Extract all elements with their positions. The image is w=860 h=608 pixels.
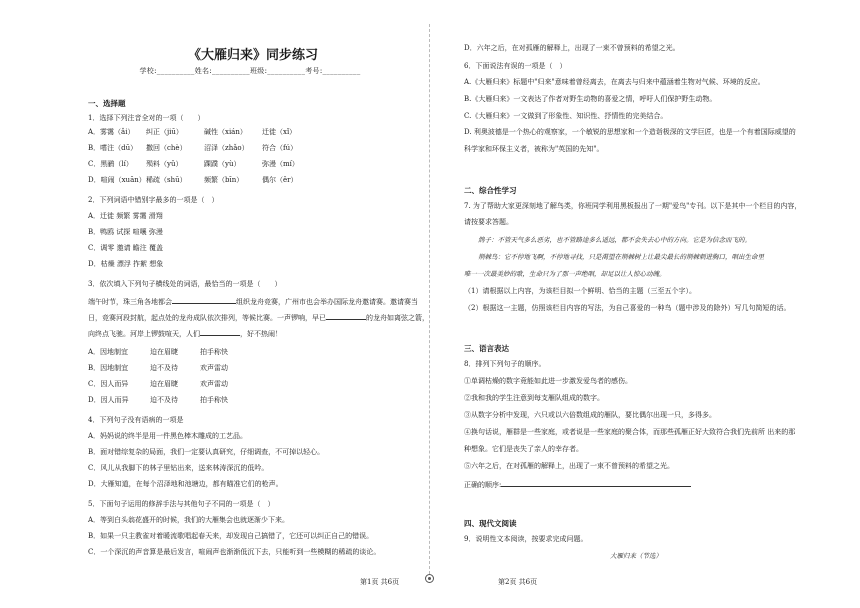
- q8-answer-blank[interactable]: [501, 479, 691, 487]
- q1d-4: 偶尔（ěr）: [262, 176, 298, 184]
- section-heading-3: 三、语言表达: [464, 344, 509, 353]
- q6-stem: 6．下面说法有误的一项是（ ）: [464, 62, 567, 70]
- q7-stem-line-1: 7. 为了帮助大家更深刻地了解鸟类，你班同学利用黑板报出了一期"爱鸟"专刊。以下是其中一个栏目的内容，: [464, 202, 802, 210]
- q4-option-b: B．面对错综复杂的局面，我们一定要认真研究，仔细调查，不可掉以轻心。: [88, 448, 325, 456]
- q2-option-b: B．鸭鸥 试探 喧嚷 弥漫: [88, 228, 163, 236]
- section-heading-4: 四、现代文阅读: [464, 519, 517, 528]
- q3d-1: D．因人而异: [88, 396, 129, 404]
- q1c-2: 殒料（yǔ）: [146, 160, 183, 168]
- q2-option-a: A．迁徙 频繁 雾霭 滑翔: [88, 212, 163, 220]
- q3a-3: 拍手称快: [200, 348, 228, 356]
- q1b-4: 符合（fú）: [262, 144, 298, 152]
- q9-stem: 9．说明性文本阅读，按要求完成问题。: [464, 535, 588, 543]
- q6-option-d-line-2: 科学家和环保主义者，被称为"英国的先知"。: [464, 145, 604, 153]
- q5-stem: 5．下面句子运用的修辞手法与其他句子不同的一项是（ ）: [88, 500, 275, 508]
- q3-p1a: 端午时节，珠三角各地都会: [88, 298, 172, 306]
- q3d-2: 迫不及待: [150, 396, 178, 404]
- q1-option-d: [88, 176, 298, 185]
- q2-option-d: D．枯燥 漂浮 拃絮 想象: [88, 260, 164, 268]
- q1a-3: 碱性（xián）: [204, 128, 247, 136]
- q3a-2: 迫在眉睫: [150, 348, 178, 356]
- q4-option-c: C．风儿从我脚下的林子里钻出来，送来林涛深沉的低吟。: [88, 464, 269, 472]
- q1d-3: 频繁（bīn）: [204, 176, 244, 184]
- q1b-1: B．嗜注（dū）: [88, 144, 138, 152]
- q3-option-b: [88, 364, 228, 373]
- q1a-1: A．雾霭（ǎi）: [88, 128, 135, 136]
- q3-p3b: ，好不热闹！: [240, 330, 282, 338]
- q3-option-d: [88, 396, 228, 405]
- q5-option-a: A．等到白头翁花盛开的时候，我们的大雁集会也就逐渐少下来。: [88, 516, 290, 524]
- q5-option-c: C．一个深沉的声音算是最后发言，喧闹声也渐渐低沉下去，只能听到一些模糊的稀疏的谈论。: [88, 548, 381, 556]
- q8-sentence-4-line-2: 种想象。它们是丧失了亲人的幸存者。: [464, 445, 583, 453]
- q1-option-b: [88, 144, 297, 153]
- q3a-1: A．因地制宜: [88, 348, 129, 356]
- q3c-1: C．因人而异: [88, 380, 129, 388]
- q1d-1: D．喧闹（xuān）: [88, 176, 146, 184]
- q8-sentence-2: ②我和我的学生注意到每支雁队组成的数字。: [464, 394, 604, 402]
- q3d-3: 拍手称快: [200, 396, 228, 404]
- page-left: [0, 0, 429, 608]
- q3-option-a: [88, 348, 228, 357]
- q3-passage-line-2: [88, 312, 429, 323]
- student-info-line: 学校:__________姓名:__________班级:__________考号:__________: [139, 67, 361, 75]
- q7-sub-question-1: （1）请根据以上内容，为该栏目拟一个鲜明、恰当的主题（三至五个字）。: [464, 287, 696, 295]
- q1c-4: 弥漫（mí）: [262, 160, 299, 168]
- q3-option-c: [88, 380, 228, 389]
- q6-option-d-line-1: D. 利奥波德是一个热心的观察家，一个敏锐的思想家和一个造诣极深的文学巨匠，也是一个有着国际威望的: [464, 128, 796, 136]
- q7-sub-question-2: （2）根据这一主题，仿照该栏目内容的写法，为自己喜爱的一种鸟（题中涉及的除外）写几句简短的话。: [464, 304, 791, 312]
- page-right: [430, 0, 850, 608]
- q3b-2: 迫不及待: [150, 364, 178, 372]
- q3-p3: 向终点飞驰。河岸上锣鼓喧天，人们: [88, 330, 200, 338]
- q1b-2: 撒回（chè）: [146, 144, 187, 152]
- q9-passage-title: 大雁归来（节选）: [610, 552, 662, 560]
- q6-option-c: C.《大雁归来》一文做到了形象性、知识性、抒情性的完美结合。: [464, 112, 668, 120]
- q3-blank-1: [172, 296, 236, 304]
- page-footer-left: 第1页 共6页: [360, 578, 400, 586]
- q4-stem: 4．下列句子没有语病的一项是: [88, 416, 184, 424]
- q3-stem: 3．依次填入下列句子横线处的词语，最恰当的一项是（ ）: [88, 280, 282, 288]
- q3-p2: 日，竞赛河段封航，起点处的龙舟成队依次排列，等候比赛。一声锣响，早已: [88, 314, 326, 322]
- q1b-3: 沼泽（zhǎo）: [204, 144, 249, 152]
- q5-option-d: D．六年之后，在对孤雁的解释上，出现了一束不曾预料的希望之光。: [464, 44, 680, 52]
- q4-option-a: A．妈妈说的终半是用一件黑色棒木雕成的工艺品。: [88, 432, 248, 440]
- q1a-4: 迁徙（xǐ）: [262, 128, 297, 136]
- q1-stem: 1．选择下列注音全对的一项（ ）: [88, 114, 205, 122]
- q8-sentence-5: ⑤六年之后，在对孤雁的解释上，出现了一束不曾预料的希望之光。: [464, 462, 674, 470]
- q8-answer-label: 正确的顺序:: [464, 481, 502, 489]
- q3-p1b: 组织龙舟竞赛，广州市也会举办国际龙舟邀请赛。邀请赛当: [236, 298, 418, 306]
- q8-sentence-1: ①单调枯燥的数字竟能如此进一步激发爱鸟者的感伤。: [464, 377, 632, 385]
- q1c-3: 踝蹼（yù）: [204, 160, 241, 168]
- q7-column-thornbird-2: 唯一一次最美妙的歌，生命只为了那一声绝唱，却足以让人惊心动魄。: [464, 270, 666, 278]
- doc-title: 《大雁归来》同步练习: [187, 48, 318, 63]
- q4-option-d: D．大雁知道，在每个沼泽地和池塘边，都有瞄准它们的枪声。: [88, 480, 283, 488]
- q3c-3: 欢声雷动: [200, 380, 228, 388]
- q8-sentence-3: ③从数字分析中发现，六只或以六倍数组成的雁队，要比偶尔出现一只，多得多。: [464, 411, 716, 419]
- q3-passage-line-1: [88, 296, 418, 307]
- q3-blank-3: [200, 328, 240, 336]
- q7-stem-line-2: 请按要求答题。: [464, 218, 513, 226]
- q2-option-c: C．调零 邀请 瞻注 覆盖: [88, 244, 164, 252]
- q7-column-pigeon: 鸽子：不管天气多么恶劣，也不管路途多么遥远，都不会失去心中的方向。它是为信念而飞的。: [478, 236, 751, 244]
- q3-p2b: 的龙舟如离弦之箭，: [366, 314, 429, 322]
- q7-column-thornbird-1: 荆棘鸟：它不停地飞啊，不停地寻找，只是渴望在荆棘树上让最尖最长的荆棘刺进胸口，唱出生命里: [478, 253, 764, 261]
- q1c-1: C．黑鹂（lí）: [88, 160, 133, 168]
- q8-answer-line: [464, 479, 691, 490]
- page-footer-right: 第2页 共6页: [498, 578, 538, 586]
- q5-option-b: B．如果一只主教雀对着暖流歌唱起春天来，却发现自己搞错了，它还可以纠正自己的错误。: [88, 532, 374, 540]
- q8-stem: 8．排列下列句子的顺序。: [464, 360, 546, 368]
- q3-passage-line-3: [88, 328, 282, 339]
- q8-sentence-4-line-1: ④换句话说，雁群是一些家庭，或者说是一些家庭的聚合体，而那些孤雁正好大致符合我们先前所 出来的那: [464, 428, 796, 436]
- q1-option-a: [88, 128, 296, 137]
- q3b-3: 欢声雷动: [200, 364, 228, 372]
- q1d-2: 稀疏（shū）: [146, 176, 187, 184]
- q3b-1: B．因地制宜: [88, 364, 129, 372]
- q3c-2: 迫在眉睫: [150, 380, 178, 388]
- q6-option-a: A.《大雁归来》标题中"归来"意味着曾经离去，在离去与归来中蕴涵着生物对气候、环境的反应。: [464, 78, 765, 86]
- q1-option-c: [88, 160, 299, 169]
- q3-blank-2: [326, 312, 366, 320]
- q2-stem: 2．下列词语中错别字最多的一项是（ ）: [88, 196, 219, 204]
- q6-option-b: B.《大雁归来》一文表达了作者对野生动物的喜爱之情，呼吁人们保护野生动物。: [464, 95, 717, 103]
- section-heading-2: 二、综合性学习: [464, 186, 517, 195]
- section-heading-1: 一、选择题: [88, 99, 126, 108]
- q1a-2: 纠正（jiū）: [146, 128, 183, 136]
